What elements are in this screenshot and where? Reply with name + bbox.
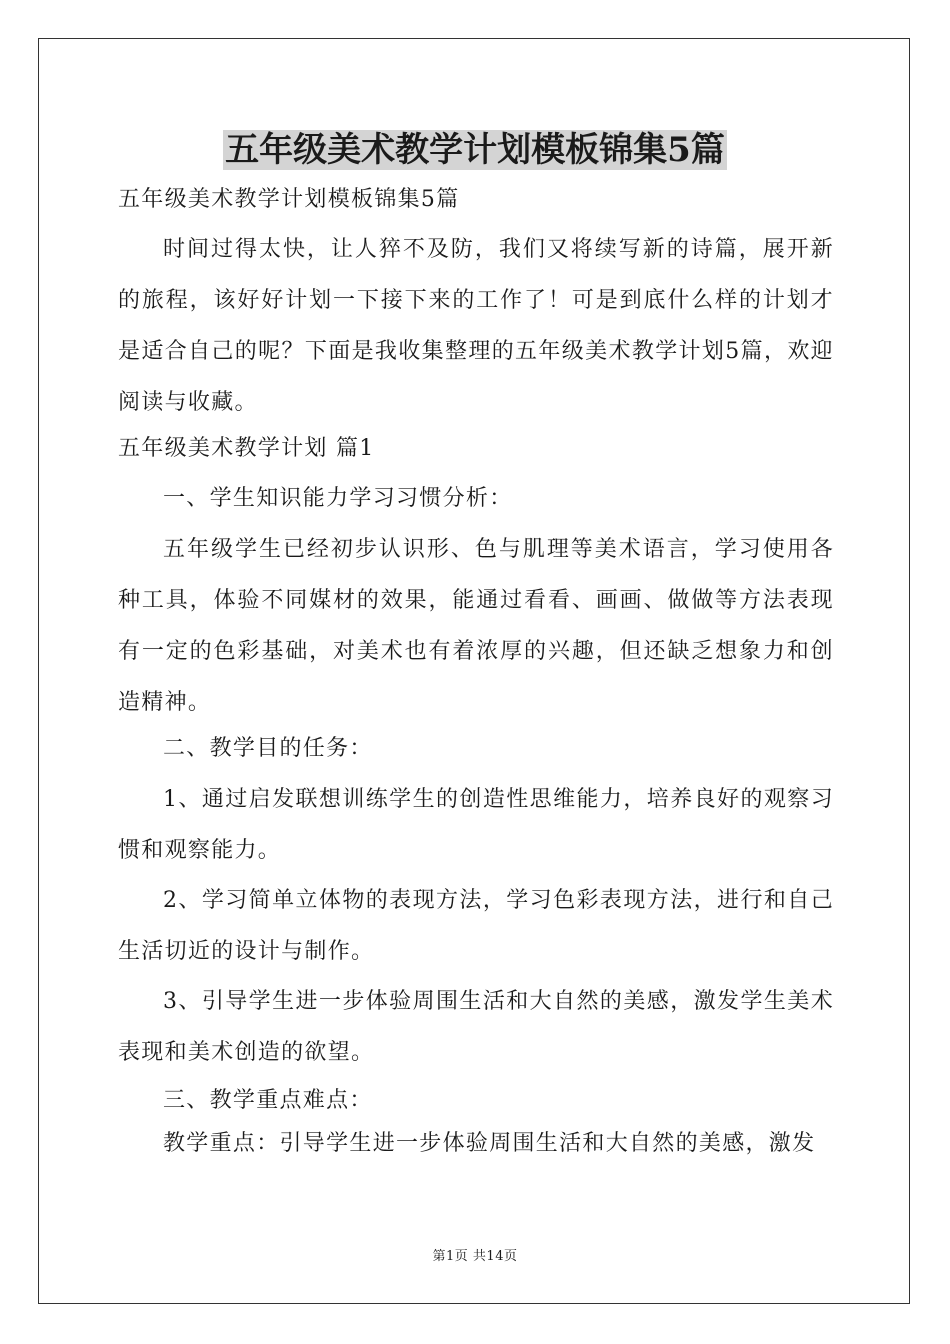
document-title	[0, 126, 950, 174]
paragraph-key-points: 教学重点：引导学生进一步体验周围生活和大自然的美感，激发	[163, 1131, 816, 1156]
goal-item-3: 3、引导学生进一步体验周围生活和大自然的美感，激发学生美术表现和美术创造的欲望。	[118, 989, 834, 1065]
goal-item-1: 1、通过启发联想训练学生的创造性思维能力，培养良好的观察习惯和观察能力。	[118, 787, 834, 863]
intro-paragraph: 时间过得太快，让人猝不及防，我们又将续写新的诗篇，展开新的旅程，该好好计划一下接下来的工作了！可是到底什么样的计划才是适合自己的呢？下面是我收集整理的五年级美术教学计划5篇，欢迎阅读与收藏。	[118, 237, 834, 415]
paragraph-student-analysis: 五年级学生已经初步认识形、色与肌理等美术语言，学习使用各种工具，体验不同媒材的效果，能通过看看、画画、做做等方法表现有一定的色彩基础，对美术也有着浓厚的兴趣，但还缺乏想象力和创造精神。	[118, 537, 834, 715]
page-number: 第1页 共14页	[432, 1249, 518, 1264]
heading-teaching-goals: 二、教学目的任务：	[163, 736, 373, 761]
document-subtitle: 五年级美术教学计划模板锦集5篇	[118, 187, 460, 212]
heading-student-analysis: 一、学生知识能力学习习惯分析：	[163, 486, 513, 511]
heading-key-difficulties: 三、教学重点难点：	[163, 1088, 373, 1113]
document-title-text: 五年级美术教学计划模板锦集5篇	[225, 130, 725, 170]
section-heading: 五年级美术教学计划 篇1	[118, 436, 375, 461]
goal-item-2: 2、学习简单立体物的表现方法，学习色彩表现方法，进行和自己生活切近的设计与制作。	[118, 888, 834, 964]
